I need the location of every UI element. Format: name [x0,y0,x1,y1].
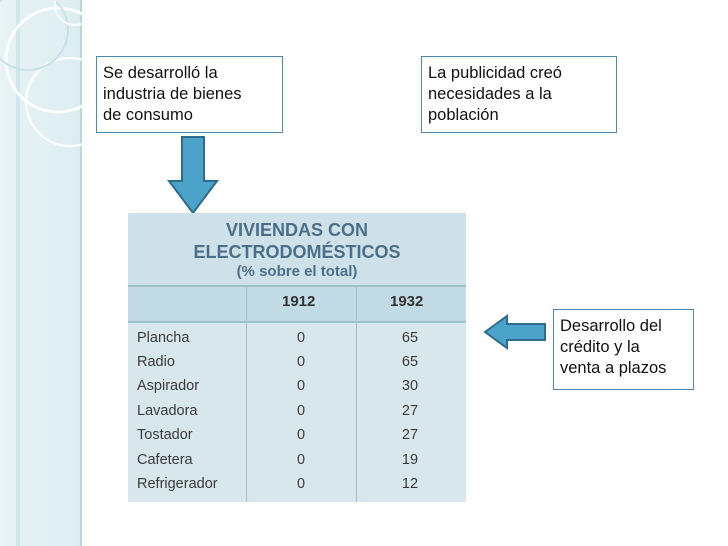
advertising-line: necesidades a la [428,85,552,103]
row-1912: 0 [296,354,306,370]
column-1932: 1932 [390,293,424,310]
table-row [128,330,466,355]
row-1912: 0 [296,452,306,468]
industry-line: industria de bienes [103,85,242,103]
decorative-circles [0,0,110,200]
row-1912: 0 [296,427,306,443]
row-item: Lavadora [137,403,198,419]
advertising-text-box [421,56,617,133]
row-1932: 27 [401,403,419,419]
arrow-down-icon [167,135,219,215]
table-row [128,354,466,379]
table-row [128,476,466,501]
row-1912: 0 [296,403,306,419]
industry-line: Se desarrolló la [103,64,218,82]
row-item: Plancha [137,330,190,346]
credit-line: Desarrollo del [560,317,662,335]
row-1932: 65 [401,354,419,370]
arrow-left-icon [483,314,547,350]
row-1912: 0 [296,378,306,394]
row-1932: 19 [401,452,419,468]
appliances-table [128,213,466,502]
table-header [128,213,466,285]
row-1932: 65 [401,330,419,346]
table-row [128,403,466,428]
credit-line: venta a plazos [560,359,667,377]
credit-text-box [553,309,694,390]
table-title-line2: ELECTRODOMÉSTICOS [193,242,401,262]
row-item: Cafetera [137,452,193,468]
credit-line: crédito y la [560,338,640,356]
row-item: Tostador [137,427,193,443]
row-item: Refrigerador [137,476,218,492]
table-row [128,427,466,452]
column-1912: 1912 [282,293,316,310]
industry-text-box [96,56,283,133]
row-item: Radio [137,354,175,370]
row-1932: 12 [401,476,419,492]
table-row [128,378,466,403]
table-subtitle: (% sobre el total) [236,263,358,280]
table-title-line1: VIVIENDAS CON [225,220,369,240]
row-item: Aspirador [137,378,200,394]
row-1932: 27 [401,427,419,443]
advertising-line: población [428,106,499,124]
row-1932: 30 [401,378,419,394]
advertising-line: La publicidad creó [428,64,562,82]
row-1912: 0 [296,476,306,492]
industry-line: de consumo [103,106,193,124]
row-1912: 0 [296,330,306,346]
table-row [128,452,466,477]
